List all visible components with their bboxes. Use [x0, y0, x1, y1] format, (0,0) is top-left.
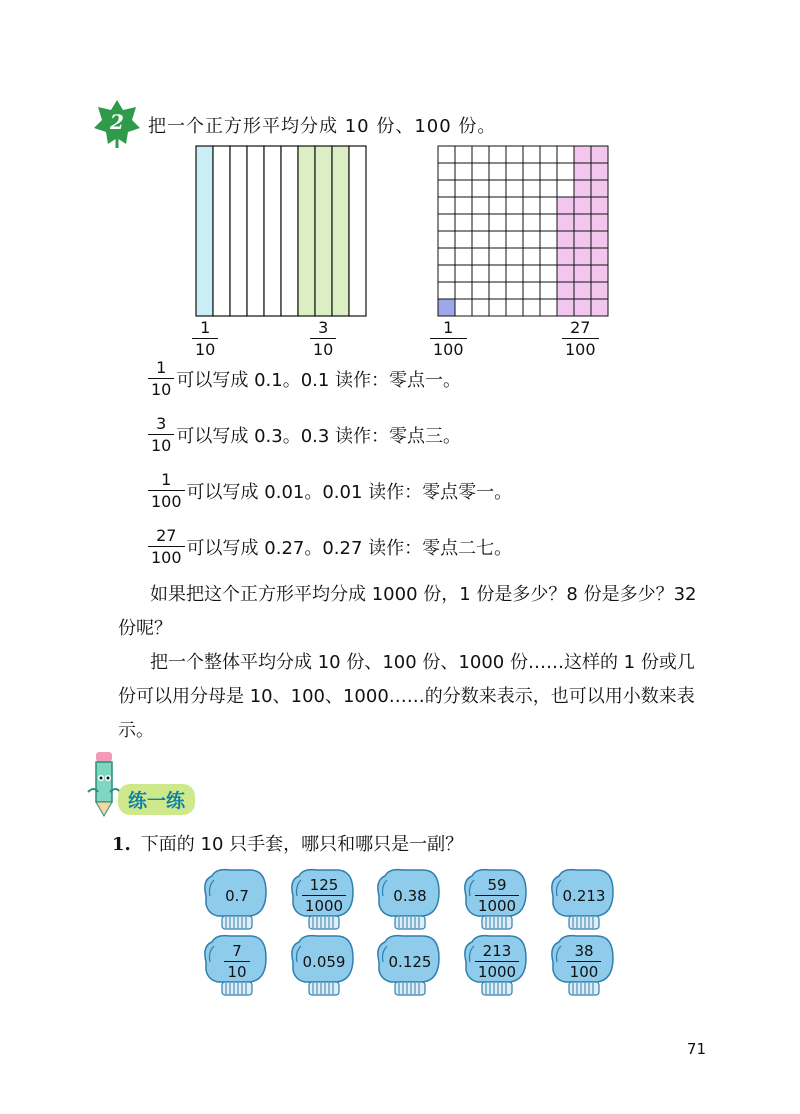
- hundredth-cell: [472, 214, 489, 231]
- glove-value: 7 10: [208, 944, 266, 980]
- hundredth-cell: [574, 299, 591, 316]
- tenth-column: [196, 146, 213, 316]
- hundredth-cell: [472, 180, 489, 197]
- hundredth-cell: [591, 146, 608, 163]
- hundredth-cell: [523, 265, 540, 282]
- hundredth-cell: [472, 265, 489, 282]
- hundredth-cell: [557, 248, 574, 265]
- hundredths-diagram: [437, 145, 609, 317]
- hundredth-cell: [472, 231, 489, 248]
- hundredth-cell: [489, 180, 506, 197]
- hundredth-cell: [574, 282, 591, 299]
- hundredth-cell: [455, 265, 472, 282]
- hundredth-cell: [438, 265, 455, 282]
- hundredth-cell: [438, 248, 455, 265]
- hundredth-cell: [472, 146, 489, 163]
- hundredth-cell: [540, 197, 557, 214]
- hundredth-cell: [557, 180, 574, 197]
- hundredth-cell: [506, 214, 523, 231]
- conversion-line: 3 10 可以写成 0.3。0.3 读作：零点三。: [148, 416, 461, 454]
- hundredth-cell: [540, 248, 557, 265]
- hundredth-cell: [557, 231, 574, 248]
- hundredth-cell: [506, 282, 523, 299]
- hundredth-cell: [591, 231, 608, 248]
- glove[interactable]: [547, 866, 617, 932]
- glove-value: 0.213: [562, 887, 606, 905]
- hundredth-cell: [574, 197, 591, 214]
- hundredth-cell: [557, 146, 574, 163]
- example-number: 2: [110, 110, 124, 134]
- tenths-diagram: [195, 145, 367, 317]
- hundredth-cell: [523, 163, 540, 180]
- tenth-column: [264, 146, 281, 316]
- hundredth-cell: [574, 180, 591, 197]
- conversion-line: 27 100 可以写成 0.27。0.27 读作：零点二七。: [148, 528, 512, 566]
- glove[interactable]: [200, 932, 270, 998]
- hundredth-cell: [489, 231, 506, 248]
- glove-value: 38 100: [555, 944, 613, 980]
- hundredth-cell: [455, 231, 472, 248]
- hundredth-cell: [489, 163, 506, 180]
- hundredth-cell: [438, 214, 455, 231]
- glove[interactable]: [373, 866, 443, 932]
- hundredth-cell: [591, 248, 608, 265]
- hundredth-cell: [557, 299, 574, 316]
- hundredth-cell: [591, 163, 608, 180]
- hundredth-cell: [489, 214, 506, 231]
- hundredth-cell: [574, 265, 591, 282]
- summary-paragraph: 把一个整体平均分成 10 份、100 份、1000 份……这样的 1 份或几份可以用分母是 10、100、1000……的分数来表示，也可以用小数来表示。: [118, 652, 695, 741]
- hundredth-cell: [438, 282, 455, 299]
- hundredth-cell: [523, 248, 540, 265]
- label-27-100: 27 100: [562, 320, 599, 358]
- hundredth-cell: [540, 146, 557, 163]
- hundredth-cell: [438, 197, 455, 214]
- hundredth-cell: [523, 180, 540, 197]
- leaf-badge-icon: [92, 98, 142, 150]
- hundredth-cell: [540, 299, 557, 316]
- hundredth-cell: [455, 214, 472, 231]
- hundredth-cell: [557, 265, 574, 282]
- page-number: 71: [686, 1040, 706, 1058]
- hundredth-cell: [506, 163, 523, 180]
- hundredth-cell: [574, 231, 591, 248]
- hundredth-cell: [523, 197, 540, 214]
- hundredth-cell: [540, 180, 557, 197]
- hundredth-cell: [472, 163, 489, 180]
- glove[interactable]: [460, 866, 530, 932]
- hundredth-cell: [472, 282, 489, 299]
- hundredth-cell: [472, 299, 489, 316]
- hundredth-cell: [523, 231, 540, 248]
- glove-value: 213 1000: [468, 944, 526, 980]
- hundredth-cell: [438, 163, 455, 180]
- hundredth-cell: [506, 248, 523, 265]
- conversion-line: 1 10 可以写成 0.1。0.1 读作：零点一。: [148, 360, 461, 398]
- hundredth-cell: [540, 265, 557, 282]
- label-1-100: 1 100: [430, 320, 467, 358]
- hundredth-cell: [489, 248, 506, 265]
- glove[interactable]: [200, 866, 270, 932]
- hundredth-cell: [557, 214, 574, 231]
- hundredth-cell: [557, 163, 574, 180]
- glove-value: 59 1000: [468, 878, 526, 914]
- hundredth-cell: [591, 197, 608, 214]
- label-3-10: 3 10: [310, 320, 336, 358]
- hundredth-cell: [591, 214, 608, 231]
- hundredth-cell: [523, 299, 540, 316]
- glove-value: 125 1000: [295, 878, 353, 914]
- hundredth-cell: [438, 180, 455, 197]
- hundredth-cell: [506, 180, 523, 197]
- hundredth-cell: [455, 282, 472, 299]
- hundredth-cell: [438, 146, 455, 163]
- tenth-column: [298, 146, 315, 316]
- hundredth-cell: [455, 197, 472, 214]
- hundredth-cell: [489, 265, 506, 282]
- tenth-column: [349, 146, 366, 316]
- tenth-column: [213, 146, 230, 316]
- hundredth-cell: [438, 231, 455, 248]
- hundredth-cell: [540, 163, 557, 180]
- hundredth-cell: [591, 282, 608, 299]
- glove[interactable]: [460, 932, 530, 998]
- hundredth-cell: [523, 214, 540, 231]
- hundredth-cell: [557, 282, 574, 299]
- glove-value: 0.059: [302, 953, 346, 971]
- glove-value: 0.38: [393, 887, 427, 905]
- hundredth-cell: [574, 163, 591, 180]
- hundredth-cell: [489, 282, 506, 299]
- hundredth-cell: [574, 248, 591, 265]
- hundredth-cell: [523, 146, 540, 163]
- glove[interactable]: [373, 932, 443, 998]
- glove[interactable]: [287, 932, 357, 998]
- question-paragraph: 如果把这个正方形平均分成 1000 份，1 份是多少？8 份是多少？32 份呢？: [118, 584, 697, 639]
- hundredth-cell: [506, 265, 523, 282]
- hundredth-cell: [438, 299, 455, 316]
- hundredth-cell: [506, 299, 523, 316]
- tenth-column: [247, 146, 264, 316]
- hundredth-cell: [557, 197, 574, 214]
- hundredth-cell: [455, 146, 472, 163]
- hundredth-cell: [455, 299, 472, 316]
- hundredth-cell: [506, 231, 523, 248]
- practice-heading: 练一练: [118, 784, 195, 815]
- label-1-10: 1 10: [192, 320, 218, 358]
- tenth-column: [281, 146, 298, 316]
- glove[interactable]: [547, 932, 617, 998]
- hundredth-cell: [574, 146, 591, 163]
- tenth-column: [230, 146, 247, 316]
- glove-value: 0.125: [388, 953, 432, 971]
- hundredth-cell: [574, 214, 591, 231]
- hundredth-cell: [489, 146, 506, 163]
- hundredth-cell: [540, 282, 557, 299]
- practice-question: 1. 下面的 10 只手套，哪只和哪只是一副？: [112, 834, 464, 855]
- hundredth-cell: [540, 231, 557, 248]
- hundredth-cell: [506, 197, 523, 214]
- glove-value: 0.7: [225, 887, 249, 905]
- glove[interactable]: [287, 866, 357, 932]
- hundredth-cell: [472, 197, 489, 214]
- hundredth-cell: [489, 299, 506, 316]
- hundredth-cell: [523, 282, 540, 299]
- example-title: 把一个正方形平均分成 10 份、100 份。: [148, 116, 497, 137]
- hundredth-cell: [472, 248, 489, 265]
- conversion-line: 1 100 可以写成 0.01。0.01 读作：零点零一。: [148, 472, 512, 510]
- hundredth-cell: [455, 248, 472, 265]
- hundredth-cell: [591, 180, 608, 197]
- hundredth-cell: [455, 163, 472, 180]
- tenth-column: [315, 146, 332, 316]
- hundredth-cell: [540, 214, 557, 231]
- hundredth-cell: [591, 299, 608, 316]
- hundredth-cell: [506, 146, 523, 163]
- hundredth-cell: [489, 197, 506, 214]
- tenth-column: [332, 146, 349, 316]
- hundredth-cell: [591, 265, 608, 282]
- hundredth-cell: [455, 180, 472, 197]
